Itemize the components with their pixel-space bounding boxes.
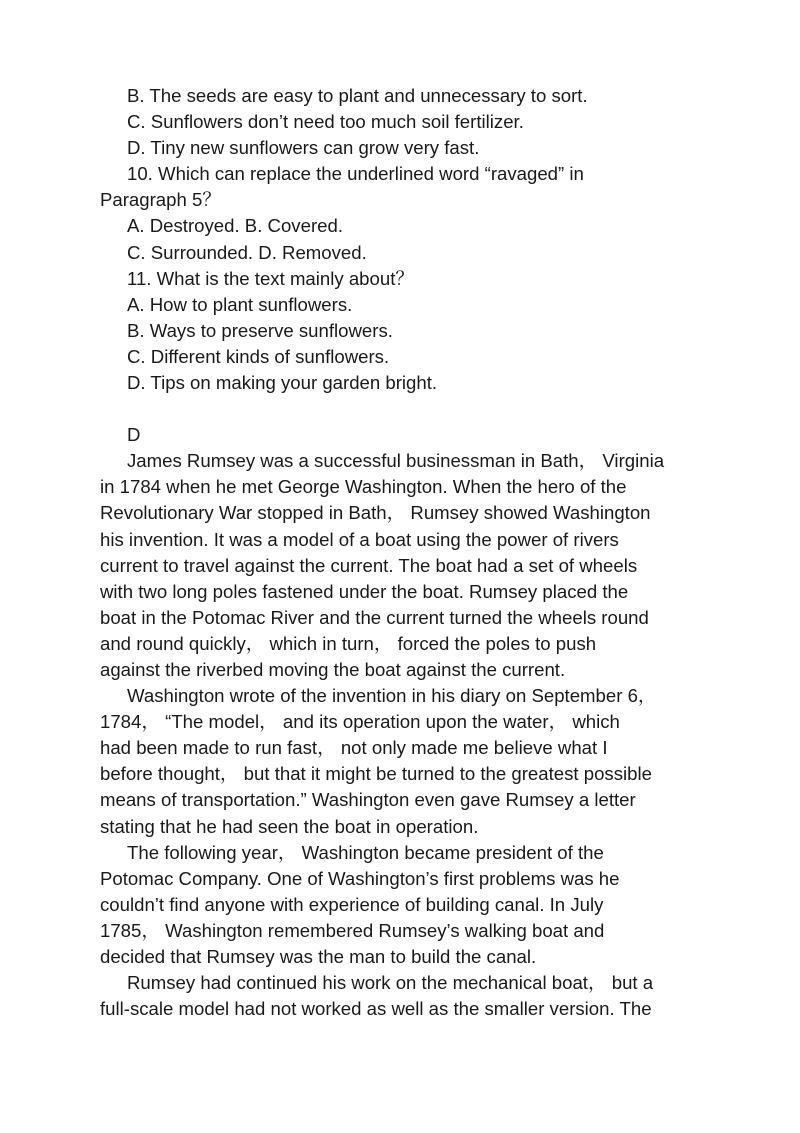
q10-options-cd: C. Surrounded. D. Removed. (127, 241, 367, 263)
paragraph-line: in 1784 when he met George Washington. When the hero of the (100, 476, 627, 498)
q9-option-d: D. Tiny new sunflowers can grow very fast. (127, 137, 480, 159)
q11-option-c: C. Different kinds of sunflowers. (127, 345, 390, 367)
paragraph-line: and round quickly， which in turn， forced the poles to push (100, 632, 597, 654)
q11-option-d: D. Tips on making your garden bright. (127, 372, 438, 394)
paragraph-line: couldn’t find anyone with experience of building canal. In July (100, 893, 604, 915)
paragraph-line: Rumsey had continued his work on the mechanical boat， but a (127, 972, 654, 994)
paragraph-line: boat in the Potomac River and the current turned the wheels round (100, 606, 649, 628)
paragraph-line: The following year， Washington became president of the (127, 841, 604, 863)
paragraph-line: before thought， but that it might be turned to the greatest possible (100, 763, 652, 785)
paragraph-line: Washington wrote of the invention in his diary on September 6， (127, 685, 657, 707)
q10-stem-line-1: 10. Which can replace the underlined word “ravaged” in (127, 163, 584, 185)
paragraph-line: had been made to run fast， not only made me believe what I (100, 737, 608, 759)
q9-option-b: B. The seeds are easy to plant and unnecessary to sort. (127, 85, 588, 106)
document-page (100, 83, 700, 1022)
paragraph-line: James Rumsey was a successful businessman in Bath， Virginia (127, 450, 665, 472)
passage-paragraph-1 (100, 448, 700, 683)
paragraph-line: full-scale model had not worked as well as the smaller version. The (100, 998, 652, 1020)
q10-stem-line-2: Paragraph 5？ (100, 189, 221, 211)
paragraph-line: means of transportation.” Washington even gave Rumsey a letter (100, 789, 636, 811)
paragraph-line: stating that he had seen the boat in operation. (100, 815, 479, 837)
q10-options-ab: A. Destroyed. B. Covered. (127, 215, 343, 237)
paragraph-line: against the riverbed moving the boat against the current. (100, 658, 566, 680)
paragraph-line: his invention. It was a model of a boat using the power of rivers (100, 528, 619, 550)
q11-option-b: B. Ways to preserve sunflowers. (127, 319, 393, 341)
paragraph-line: 1785， Washington remembered Rumsey’s walking boat and (100, 919, 605, 941)
paragraph-line: Revolutionary War stopped in Bath， Rumsey showed Washington (100, 502, 651, 524)
q11-stem: 11. What is the text mainly about？ (127, 267, 414, 289)
paragraph-line: with two long poles fastened under the boat. Rumsey placed the (100, 580, 629, 602)
paragraph-line: Potomac Company. One of Washington’s first problems was he (100, 867, 620, 889)
passage-paragraph-4 (100, 970, 700, 1022)
section-spacer (100, 396, 700, 422)
passage-paragraph-2 (100, 683, 700, 840)
passage-paragraph-3 (100, 840, 700, 970)
paragraph-line: 1784， “The model， and its operation upon the water， which (100, 711, 620, 733)
passage-label: D (127, 424, 141, 446)
paragraph-line: decided that Rumsey was the man to build the canal. (100, 946, 537, 967)
q11-option-a: A. How to plant sunflowers. (127, 293, 353, 315)
q9-option-c: C. Sunflowers don’t need too much soil fertilizer. (127, 111, 524, 133)
paragraph-line: current to travel against the current. The boat had a set of wheels (100, 554, 638, 576)
